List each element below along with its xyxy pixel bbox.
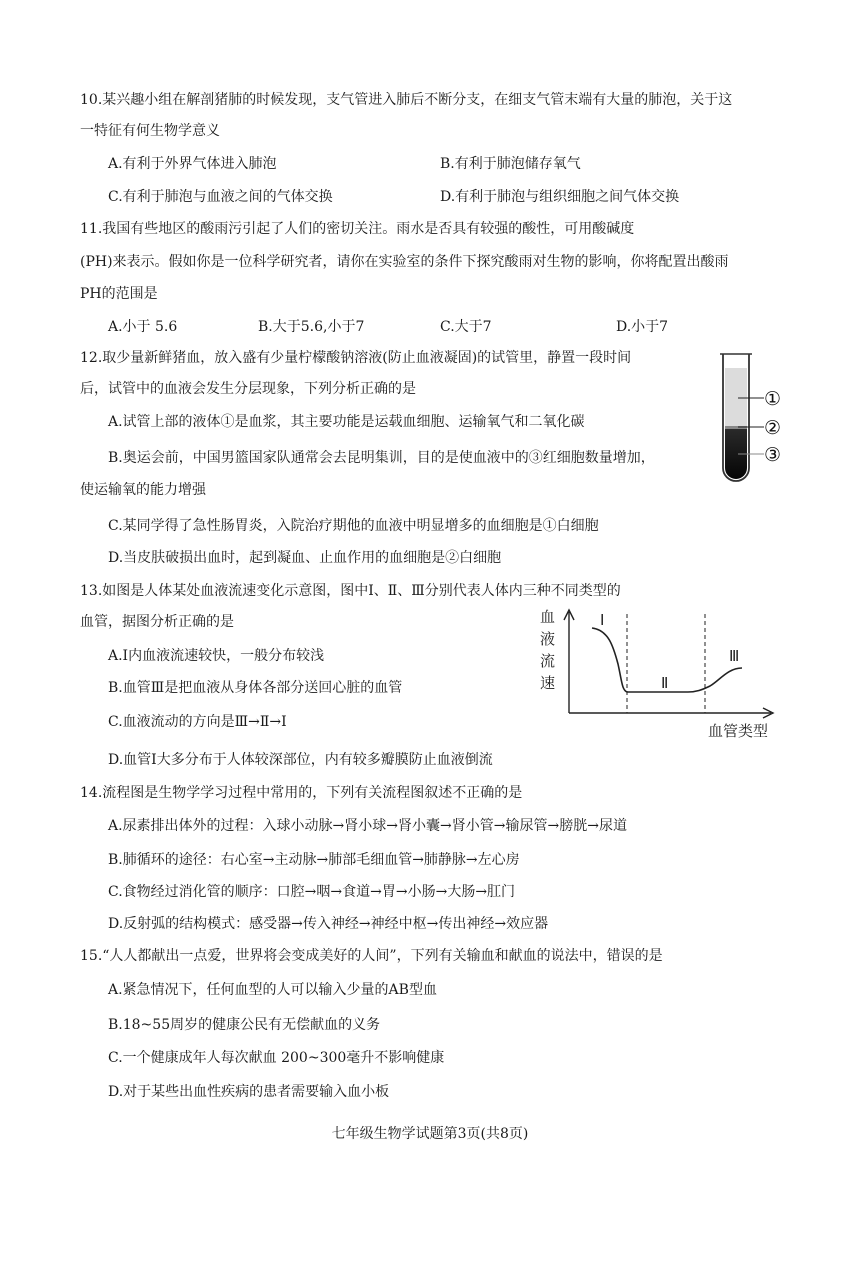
q12-option-a: A.试管上部的液体①是血浆，其主要功能是运载血细胞、运输氧气和二氧化碳 (108, 414, 585, 430)
q13-option-d: D.血管Ⅰ大多分布于人体较深部位，内有较多瓣膜防止血液倒流 (108, 752, 493, 768)
q14-option-c: C.食物经过消化管的顺序：口腔→咽→食道→胃→小肠→大肠→肛门 (108, 884, 516, 900)
tube-label-1: ① (764, 388, 782, 410)
q12-stem-line2: 后，试管中的血液会发生分层现象，下列分析正确的是 (80, 381, 416, 397)
plasma-layer (725, 368, 747, 426)
q12-stem-line1: 12.取少量新鲜猪血，放入盛有少量柠檬酸钠溶液(防止血液凝固)的试管里，静置一段时间 (80, 350, 632, 366)
q10-stem-line2: 一特征有何生物学意义 (80, 123, 220, 139)
q10-option-a: A.有利于外界气体进入肺泡 (108, 156, 277, 172)
blood-flow-speed-figure (530, 600, 785, 745)
vessel-label-ii: Ⅱ (661, 674, 669, 692)
q15-stem-line1: 15.“人人都献出一点爱，世界将会变成美好的人间”，下列有关输血和献血的说法中，错误的是 (80, 948, 663, 964)
tube-label-2: ② (764, 417, 782, 439)
y-label-char-4: 速 (540, 674, 556, 692)
x-axis-label: 血管类型 (708, 722, 769, 740)
q15-option-a: A.紧急情况下，任何血型的人可以输入少量的AB型血 (108, 982, 437, 998)
q11-stem-line2: (PH)来表示。假如你是一位科学研究者，请你在实验室的条件下探究酸雨对生物的影响，你将配置出酸雨 (80, 254, 729, 270)
q13-option-c: C.血液流动的方向是Ⅲ→Ⅱ→Ⅰ (108, 714, 287, 730)
q15-option-c: C.一个健康成年人每次献血 200~300毫升不影响健康 (108, 1050, 445, 1066)
q10-stem-line1: 10.某兴趣小组在解剖猪肺的时候发现，支气管进入肺后不断分支，在细支气管末端有大量的肺泡，关于这 (80, 92, 733, 108)
q11-stem-line3: PH的范围是 (80, 286, 158, 302)
q13-option-a: A.Ⅰ内血液流速较快，一般分布较浅 (108, 648, 325, 664)
q11-option-b: B.大于5.6,小于7 (258, 319, 365, 335)
q10-option-d: D.有利于肺泡与组织细胞之间气体交换 (440, 189, 680, 205)
q14-stem-line1: 14.流程图是生物学学习过程中常用的，下列有关流程图叙述不正确的是 (80, 785, 523, 801)
q14-option-a: A.尿素排出体外的过程：入球小动脉→肾小球→肾小囊→肾小管→输尿管→膀胱→尿道 (108, 818, 627, 834)
q13-stem-line2: 血管，据图分析正确的是 (80, 614, 234, 630)
q11-option-a: A.小于 5.6 (108, 319, 178, 335)
vessel-label-iii: Ⅲ (729, 647, 740, 665)
q15-option-b: B.18~55周岁的健康公民有无偿献血的义务 (108, 1017, 381, 1033)
q11-option-c: C.大于7 (440, 319, 492, 335)
q12-option-c: C.某同学得了急性肠胃炎，入院治疗期他的血液中明显增多的血细胞是①白细胞 (108, 518, 599, 534)
tube-label-3: ③ (764, 444, 782, 466)
page-footer: 七年级生物学试题第3页(共8页) (331, 1126, 529, 1142)
q13-stem-line1: 13.如图是人体某处血液流速变化示意图，图中Ⅰ、Ⅱ、Ⅲ分别代表人体内三种不同类型的 (80, 583, 621, 599)
q11-option-d: D.小于7 (616, 319, 669, 335)
q13-option-b: B.血管Ⅲ是把血液从身体各部分送回心脏的血管 (108, 680, 403, 696)
vessel-label-i: Ⅰ (600, 611, 605, 629)
q15-option-d: D.对于某些出血性疾病的患者需要输入血小板 (108, 1084, 390, 1100)
y-label-char-3: 流 (540, 652, 556, 670)
test-tube-figure (712, 350, 812, 488)
q12-option-b-line2: 使运输氧的能力增强 (80, 482, 206, 498)
q14-option-b: B.肺循环的途径：右心室→主动脉→肺部毛细血管→肺静脉→左心房 (108, 852, 520, 868)
q11-stem-line1: 11.我国有些地区的酸雨污引起了人们的密切关注。雨水是否具有较强的酸性，可用酸碱度 (80, 221, 635, 237)
q12-option-b-line1: B.奥运会前，中国男篮国家队通常会去昆明集训，目的是使血液中的③红细胞数量增加， (108, 450, 655, 466)
y-label-char-2: 液 (540, 630, 556, 648)
q10-option-b: B.有利于肺泡储存氧气 (440, 156, 581, 172)
q12-option-d: D.当皮肤破损出血时，起到凝血、止血作用的血细胞是②白细胞 (108, 550, 502, 566)
y-label-char-1: 血 (540, 608, 556, 626)
q10-option-c: C.有利于肺泡与血液之间的气体交换 (108, 189, 333, 205)
q14-option-d: D.反射弧的结构模式：感受器→传入神经→神经中枢→传出神经→效应器 (108, 916, 549, 932)
